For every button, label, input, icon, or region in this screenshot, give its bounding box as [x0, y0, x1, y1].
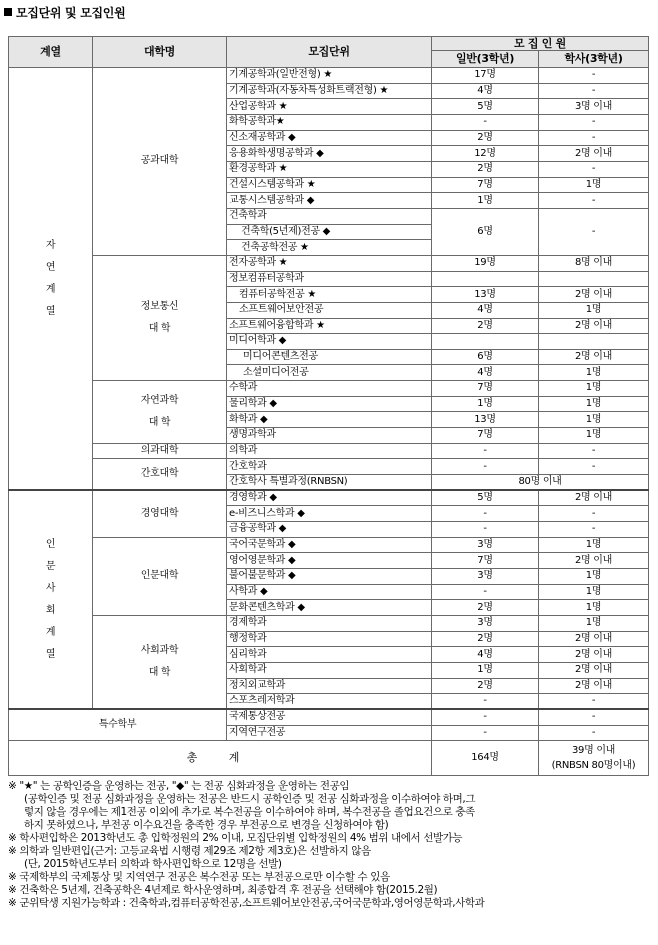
unit-cell: 건설시스템공학과 ★	[227, 177, 432, 193]
bachelor-cell: -	[539, 694, 649, 710]
bachelor-cell: 2명 이내	[539, 678, 649, 694]
bachelor-cell: 2명 이내	[539, 662, 649, 678]
general-cell: -	[432, 522, 539, 538]
unit-cell: 미디어학과 ◆	[227, 334, 432, 350]
bachelor-cell: 2명 이내	[539, 287, 649, 303]
unit-cell: 산업공학과 ★	[227, 99, 432, 115]
bachelor-cell: -	[539, 130, 649, 146]
table-row	[9, 709, 649, 725]
general-cell: 7명	[432, 428, 539, 444]
general-cell: 6명	[432, 208, 539, 255]
general-cell: 2명	[432, 130, 539, 146]
bachelor-cell	[539, 271, 649, 287]
page-title-text: 모집단위 및 모집인원	[16, 6, 126, 20]
bachelor-cell: -	[539, 522, 649, 538]
footnote-line: (단, 2015학년도부터 의학과 학사편입학으로 12명을 선발)	[24, 858, 282, 870]
bachelor-cell: 2명 이내	[539, 647, 649, 663]
table-row	[9, 615, 649, 631]
general-cell: 1명	[432, 396, 539, 412]
general-cell: 2명	[432, 161, 539, 177]
college-cell-hum: 인문대학	[93, 537, 227, 615]
footnote-line: ※ 건축학은 5년제, 건축공학은 4년제로 학사운영하며, 최종합격 후 전공을 선택해야 함(2015.2월)	[8, 884, 438, 896]
general-cell: 2명	[432, 600, 539, 616]
bachelor-cell: 1명	[539, 569, 649, 585]
table-row	[9, 443, 649, 459]
unit-cell: 스포츠레저학과	[227, 694, 432, 710]
general-cell: 2명	[432, 631, 539, 647]
total-row	[9, 741, 649, 776]
bachelor-cell: 2명 이내	[539, 553, 649, 569]
bachelor-cell: -	[539, 193, 649, 209]
header-bachelor: 학사(3학년)	[539, 51, 649, 68]
admissions-table	[8, 36, 649, 776]
square-bullet-icon	[4, 8, 12, 16]
unit-cell: 기계공학과(자동차특성화트랙전형) ★	[227, 83, 432, 99]
general-cell: 5명	[432, 99, 539, 115]
page-title	[4, 4, 125, 21]
bachelor-cell: -	[539, 83, 649, 99]
unit-cell: 전자공학과 ★	[227, 255, 432, 271]
general-cell: 1명	[432, 193, 539, 209]
unit-cell: 소셜미디어전공	[227, 365, 432, 381]
general-cell	[432, 334, 539, 350]
general-cell: 4명	[432, 365, 539, 381]
general-cell: 3명	[432, 615, 539, 631]
total-general: 164명	[432, 741, 539, 776]
bachelor-cell: -	[539, 506, 649, 522]
table-row	[9, 68, 649, 84]
total-label: 총 계	[9, 741, 432, 776]
general-cell: 1명	[432, 662, 539, 678]
total-bachelor: 39명 이내 (RNBSN 80명이내)	[539, 741, 649, 776]
footnotes	[8, 780, 653, 910]
table-row	[9, 490, 649, 506]
bachelor-cell: -	[539, 709, 649, 725]
bachelor-cell: 1명	[539, 381, 649, 397]
unit-cell: e-비즈니스학과 ◆	[227, 506, 432, 522]
college-cell-natsci: 자연과학 대 학	[93, 381, 227, 444]
footnote-line: ※ "★" 는 공학인증을 운영하는 전공, "◆" 는 전공 심화과정을 운영하는 전공임	[8, 780, 350, 792]
unit-cell: 정치외교학과	[227, 678, 432, 694]
bachelor-cell: -	[539, 208, 649, 255]
unit-cell: 지역연구전공	[227, 725, 432, 741]
unit-cell: 간호학사 특별과정(RNBSN)	[227, 475, 432, 491]
bachelor-cell: 1명	[539, 302, 649, 318]
unit-cell: 건축학과	[227, 208, 432, 224]
general-cell: 4명	[432, 83, 539, 99]
quota-merged-cell: 80명 이내	[432, 475, 649, 491]
general-cell: -	[432, 506, 539, 522]
general-cell: 6명	[432, 349, 539, 365]
college-cell-info: 정보통신 대 학	[93, 255, 227, 380]
bachelor-cell	[539, 334, 649, 350]
college-cell-eng: 공과대학	[93, 68, 227, 256]
general-cell: 4명	[432, 647, 539, 663]
unit-cell: 수학과	[227, 381, 432, 397]
unit-cell: 소프트웨어보안전공	[227, 302, 432, 318]
unit-cell: 경영학과 ◆	[227, 490, 432, 506]
unit-cell: 기계공학과(일반전형) ★	[227, 68, 432, 84]
unit-cell: 응용화학생명공학과 ◆	[227, 146, 432, 162]
unit-cell: 국어국문학과 ◆	[227, 537, 432, 553]
bachelor-cell: -	[539, 443, 649, 459]
unit-cell: 컴퓨터공학전공 ★	[227, 287, 432, 303]
footnote-line: 렇지 않을 경우에는 제1전공 이외에 추가로 복수전공을 이수하여야 하며, 복수전공을 졸업요건으로 충족	[24, 806, 475, 818]
unit-cell: 신소재공학과 ◆	[227, 130, 432, 146]
general-cell: 12명	[432, 146, 539, 162]
bachelor-cell: 8명 이내	[539, 255, 649, 271]
college-cell-soc: 사회과학 대 학	[93, 615, 227, 709]
general-cell: 2명	[432, 678, 539, 694]
bachelor-cell: 1명	[539, 365, 649, 381]
unit-cell: 금융공학과 ◆	[227, 522, 432, 538]
unit-cell: 행정학과	[227, 631, 432, 647]
unit-cell: 영어영문학과 ◆	[227, 553, 432, 569]
field-cell-humanities: 인 문 사 회 계 열	[9, 490, 93, 709]
bachelor-cell: 1명	[539, 177, 649, 193]
general-cell: -	[432, 459, 539, 475]
bachelor-cell: 3명 이내	[539, 99, 649, 115]
unit-cell: 사회학과	[227, 662, 432, 678]
footnote-line: ※ 학사편입학은 2013학년도 총 입학정원의 2% 이내, 모집단위별 입학정원의 4% 범위 내에서 선발가능	[8, 832, 463, 844]
table-row	[9, 255, 649, 271]
unit-cell: 소프트웨어융합학과 ★	[227, 318, 432, 334]
general-cell: 7명	[432, 381, 539, 397]
unit-cell: 의학과	[227, 443, 432, 459]
header-unit: 모집단위	[227, 37, 432, 68]
general-cell: 2명	[432, 318, 539, 334]
general-cell: 19명	[432, 255, 539, 271]
table-row	[9, 537, 649, 553]
general-cell: -	[432, 709, 539, 725]
unit-cell: 환경공학과 ★	[227, 161, 432, 177]
college-cell-special: 특수학부	[9, 709, 227, 740]
table-row	[9, 459, 649, 475]
header-college: 대학명	[93, 37, 227, 68]
unit-cell: 화학공학과★	[227, 114, 432, 130]
unit-cell: 경제학과	[227, 615, 432, 631]
bachelor-cell: 2명 이내	[539, 490, 649, 506]
bachelor-cell: 1명	[539, 615, 649, 631]
general-cell: 7명	[432, 177, 539, 193]
general-cell: 3명	[432, 537, 539, 553]
bachelor-cell: -	[539, 114, 649, 130]
unit-cell: 간호학과	[227, 459, 432, 475]
unit-cell: 정보컴퓨터공학과	[227, 271, 432, 287]
general-cell: -	[432, 114, 539, 130]
unit-cell: 생명과학과	[227, 428, 432, 444]
footnote-line: (공학인증 및 전공 심화과정을 운영하는 전공은 반드시 공학인증 및 전공 심화과정을 이수하여야 하며,그	[24, 793, 476, 805]
bachelor-cell: 1명	[539, 537, 649, 553]
footnote-line: 하지 못하였으나, 부전공 이수요건을 충족한 경우 부전공으로 변경을 신청하여야 함)	[24, 819, 389, 831]
bachelor-cell: -	[539, 68, 649, 84]
general-cell: 4명	[432, 302, 539, 318]
bachelor-cell: 1명	[539, 428, 649, 444]
footnote-line: ※ 의학과 일반편입(근거: 고등교육법 시행령 제29조 제2항 제3호)은 선발하지 않음	[8, 845, 371, 857]
general-cell: -	[432, 443, 539, 459]
general-cell: 7명	[432, 553, 539, 569]
bachelor-cell: 1명	[539, 600, 649, 616]
general-cell	[432, 271, 539, 287]
general-cell: 17명	[432, 68, 539, 84]
general-cell: 13명	[432, 412, 539, 428]
unit-cell: 심리학과	[227, 647, 432, 663]
bachelor-cell: -	[539, 459, 649, 475]
bachelor-cell: 2명 이내	[539, 349, 649, 365]
unit-cell: 건축학(5년제)전공 ◆	[227, 224, 432, 240]
bachelor-cell: 2명 이내	[539, 631, 649, 647]
unit-cell: 국제통상전공	[227, 709, 432, 725]
bachelor-cell: 2명 이내	[539, 318, 649, 334]
unit-cell: 물리학과 ◆	[227, 396, 432, 412]
bachelor-cell: 1명	[539, 584, 649, 600]
header-general: 일반(3학년)	[432, 51, 539, 68]
footnote-line: ※ 군위탁생 지원가능학과 : 건축학과,컴퓨터공학전공,소프트웨어보안전공,국어국문학과,영어영문학과,사학과	[8, 897, 485, 909]
general-cell: -	[432, 694, 539, 710]
header-quota: 모 집 인 원	[432, 37, 649, 51]
general-cell: 13명	[432, 287, 539, 303]
bachelor-cell: 1명	[539, 412, 649, 428]
bachelor-cell: -	[539, 161, 649, 177]
unit-cell: 미디어콘텐츠전공	[227, 349, 432, 365]
general-cell: 3명	[432, 569, 539, 585]
field-cell-science: 자 연 계 열	[9, 68, 93, 491]
unit-cell: 사학과 ◆	[227, 584, 432, 600]
bachelor-cell: 1명	[539, 396, 649, 412]
college-cell-nurse: 간호대학	[93, 459, 227, 490]
table-row	[9, 381, 649, 397]
unit-cell: 교통시스템공학과 ◆	[227, 193, 432, 209]
bachelor-cell: 2명 이내	[539, 146, 649, 162]
unit-cell: 화학과 ◆	[227, 412, 432, 428]
general-cell: -	[432, 584, 539, 600]
unit-cell: 건축공학전공 ★	[227, 240, 432, 256]
bachelor-cell: -	[539, 725, 649, 741]
college-cell-med: 의과대학	[93, 443, 227, 459]
college-cell-biz: 경영대학	[93, 490, 227, 537]
unit-cell: 문화콘텐츠학과 ◆	[227, 600, 432, 616]
general-cell: 5명	[432, 490, 539, 506]
header-field: 계열	[9, 37, 93, 68]
footnote-line: ※ 국제학부의 국제통상 및 지역연구 전공은 복수전공 또는 부전공으로만 이수할 수 있음	[8, 871, 390, 883]
unit-cell: 불어불문학과 ◆	[227, 569, 432, 585]
general-cell: -	[432, 725, 539, 741]
